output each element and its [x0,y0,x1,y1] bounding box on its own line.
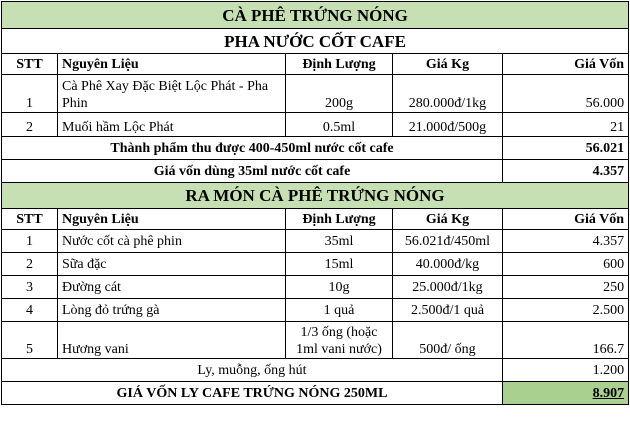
row-amount: 1/3 ống (hoặc 1ml vani nước) [286,322,393,359]
yield-value: 56.021 [503,137,629,160]
section1-header-row [2,54,629,75]
row-cost: 600 [503,253,629,276]
total-row [2,382,629,405]
extras-value: 1.200 [503,359,629,382]
row-ingredient: Lòng đỏ trứng gà [58,299,286,322]
table-row [2,230,629,253]
row-price-kg: 280.000đ/1kg [393,75,503,113]
total-value: 8.907 [592,385,625,401]
row-stt: 5 [2,322,58,359]
title-row [2,2,629,29]
row-ingredient: Nước cốt cà phê phin [58,230,286,253]
table-row [2,75,629,113]
row-ingredient: Sữa đặc [58,253,286,276]
row-ingredient: Hương vani [58,322,286,359]
row-cost: 21 [503,113,629,137]
row-cost: 56.000 [503,75,629,113]
row-amount: 1 quả [286,299,393,322]
row-amount: 200g [286,75,393,113]
row-cost: 4.357 [503,230,629,253]
row-stt: 2 [2,113,58,137]
row-amount: 35ml [286,230,393,253]
yield-label: Thành phẩm thu được 400-450ml nước cốt cafe [2,137,503,160]
row-ingredient: Cà Phê Xay Đặc Biệt Lộc Phát - Pha Phin [58,75,286,113]
section1-title: PHA NƯỚC CỐT CAFE [2,29,629,54]
extras-row [2,359,629,382]
row-amount: 10g [286,276,393,299]
cost-sheet-table [1,1,629,405]
row-stt: 1 [2,230,58,253]
row-ingredient: Muối hầm Lộc Phát [58,113,286,137]
unit-cost-label: Giá vốn dùng 35ml nước cốt cafe [2,160,503,183]
header-amount: Định Lượng [286,54,393,75]
section2-header-row [2,209,629,230]
row-amount: 15ml [286,253,393,276]
table-row [2,253,629,276]
header-ingredient: Nguyên Liệu [58,54,286,75]
row-price-kg: 40.000đ/kg [393,253,503,276]
row-stt: 4 [2,299,58,322]
extras-label: Ly, muỗng, ống hút [2,359,503,382]
header-price-kg: Giá Kg [393,54,503,75]
row-ingredient: Đường cát [58,276,286,299]
header-price-kg: Giá Kg [393,209,503,230]
table-row [2,299,629,322]
row-cost: 2.500 [503,299,629,322]
row-cost: 166.7 [503,322,629,359]
header-cost: Giá Vốn [503,54,629,75]
section2-title: RA MÓN CÀ PHÊ TRỨNG NÓNG [2,183,629,209]
row-price-kg: 56.021đ/450ml [393,230,503,253]
header-stt: STT [2,209,58,230]
unit-cost-row [2,160,629,183]
total-label: GIÁ VỐN LY CAFE TRỨNG NÓNG 250ML [2,382,503,405]
row-stt: 3 [2,276,58,299]
row-stt: 1 [2,75,58,113]
row-price-kg: 500đ/ ống [393,322,503,359]
table-row [2,276,629,299]
header-ingredient: Nguyên Liệu [58,209,286,230]
header-stt: STT [2,54,58,75]
row-price-kg: 25.000đ/1kg [393,276,503,299]
sheet-title: CÀ PHÊ TRỨNG NÓNG [2,2,629,29]
header-cost: Giá Vốn [503,209,629,230]
row-amount: 0.5ml [286,113,393,137]
table-row [2,113,629,137]
yield-row [2,137,629,160]
row-price-kg: 2.500đ/1 quả [393,299,503,322]
unit-cost-value: 4.357 [503,160,629,183]
table-row [2,322,629,359]
section2-title-row [2,183,629,209]
section1-title-row [2,29,629,54]
row-stt: 2 [2,253,58,276]
total-cell [503,382,629,405]
row-price-kg: 21.000đ/500g [393,113,503,137]
header-amount: Định Lượng [286,209,393,230]
row-cost: 250 [503,276,629,299]
